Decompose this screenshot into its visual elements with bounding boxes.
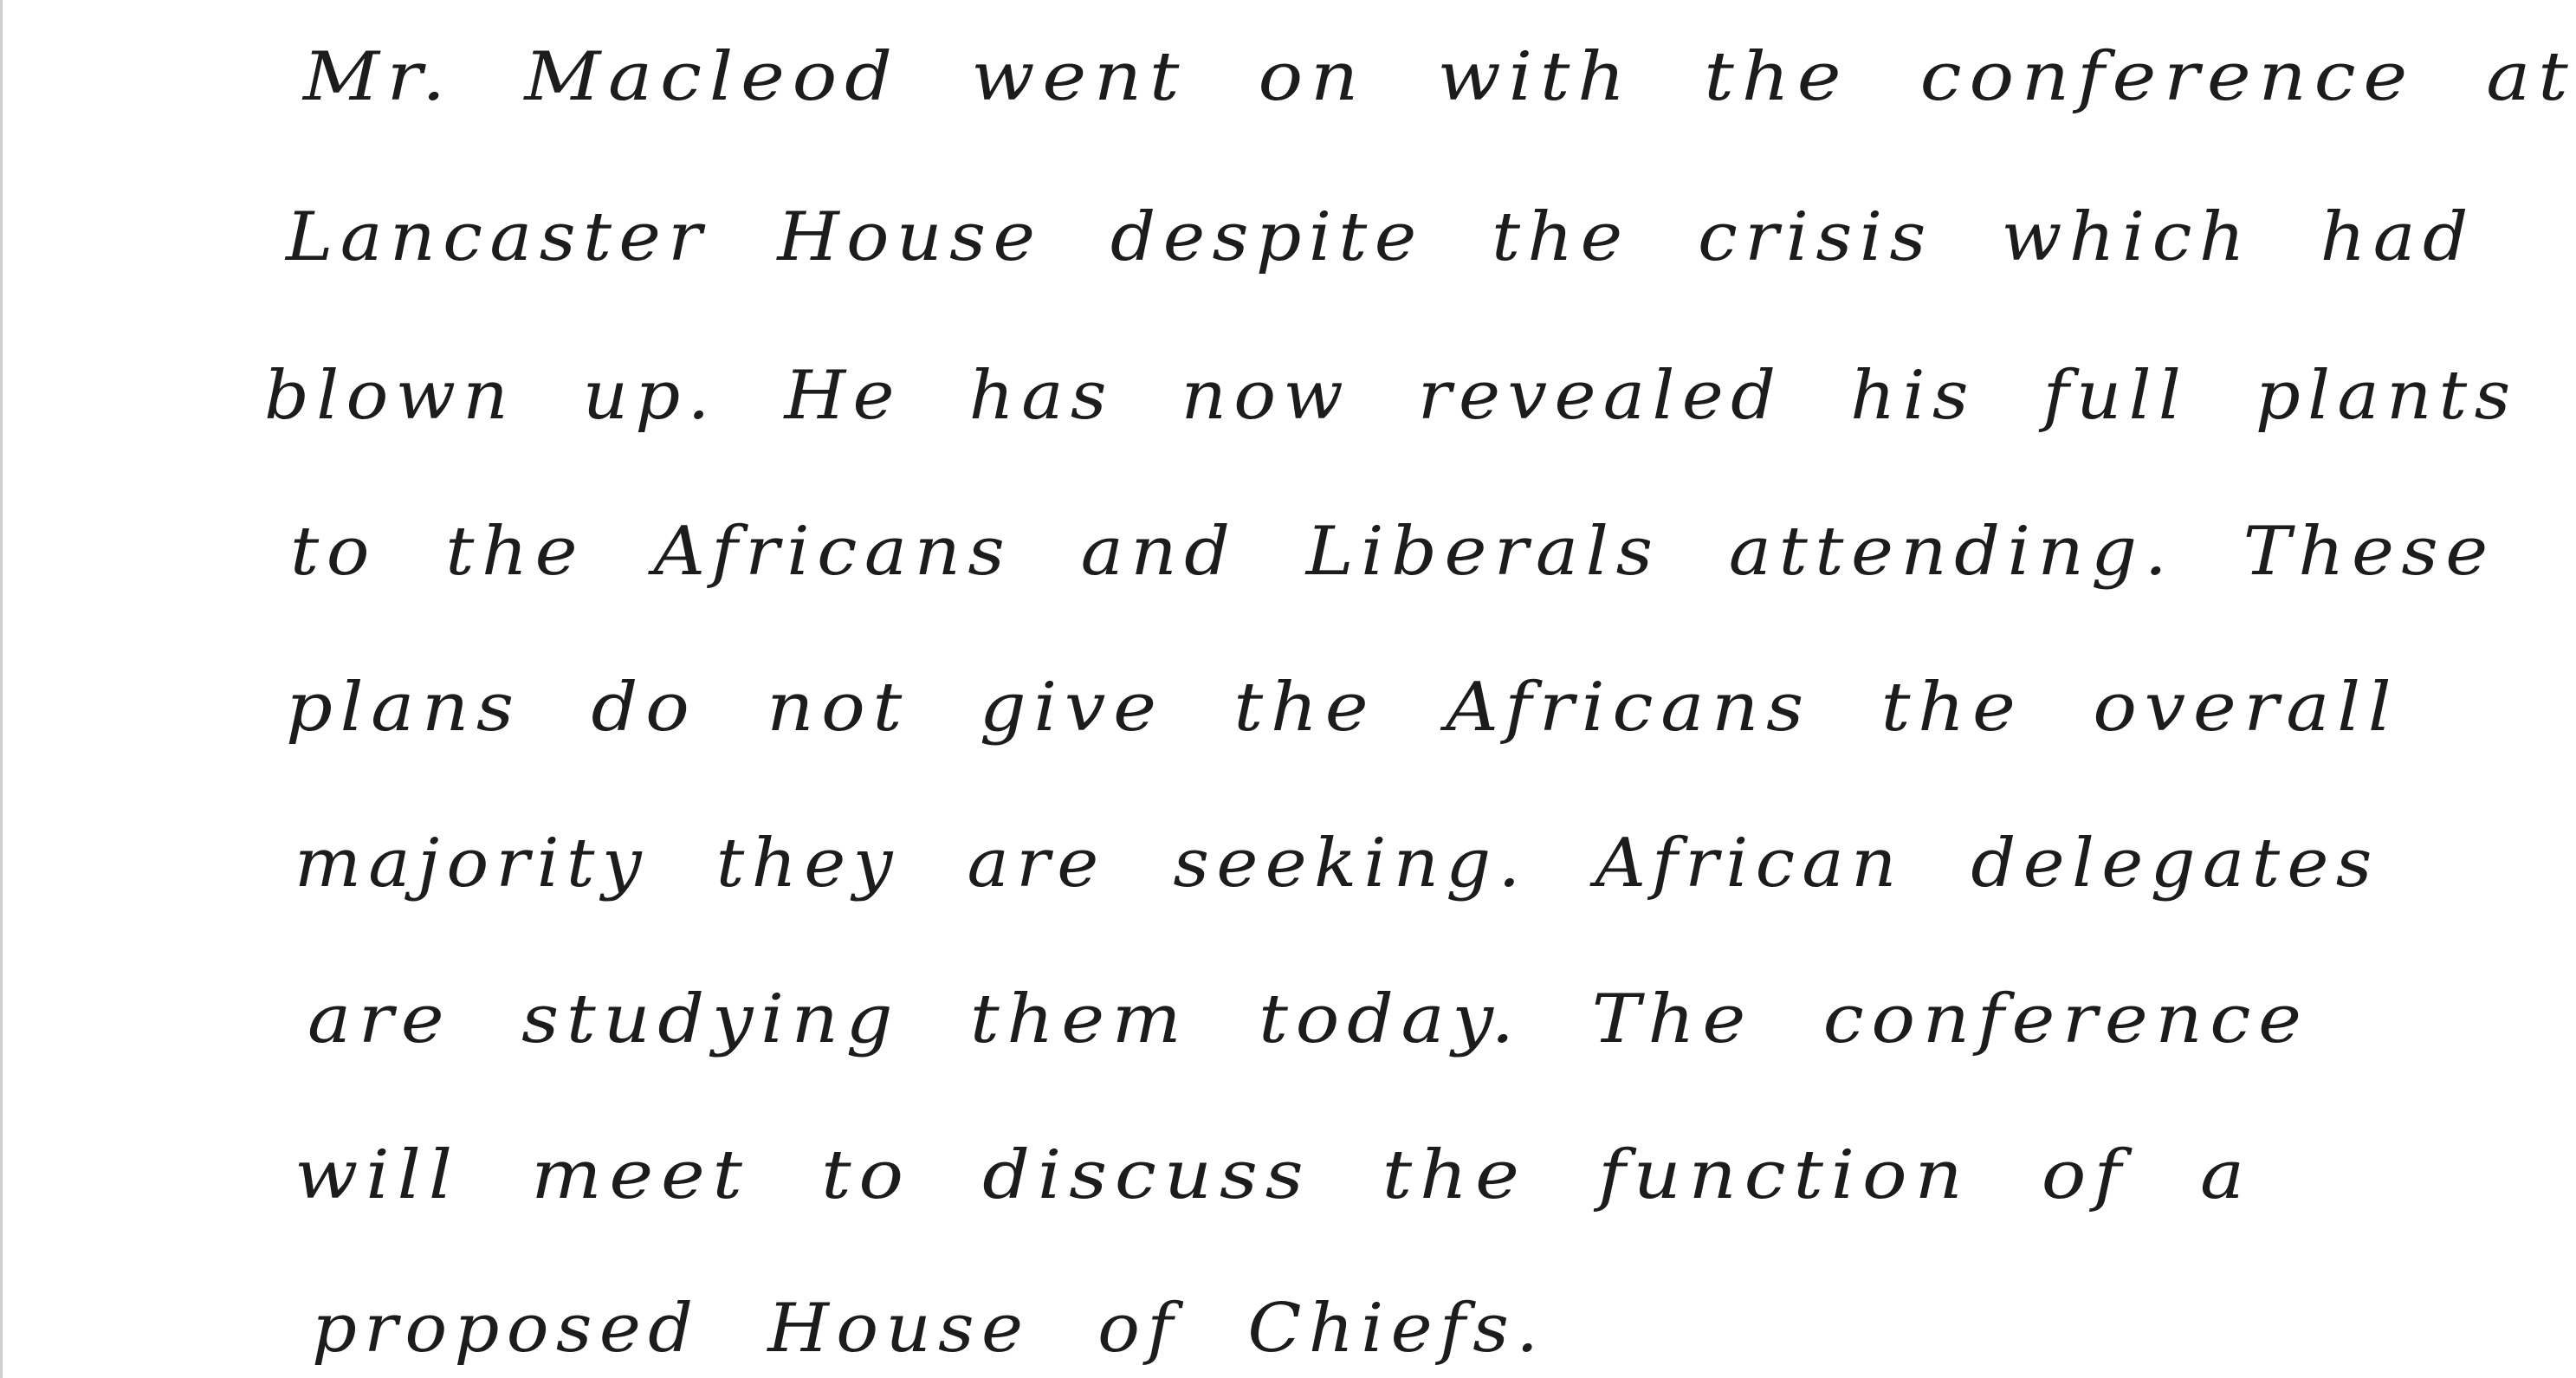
handwritten-line-2: Lancaster House despite the crisis which had xyxy=(286,198,2476,276)
handwritten-line-4: to the Africans and Liberals attending. These xyxy=(290,513,2495,591)
handwritten-line-6: majority they are seeking. African delegates xyxy=(294,825,2379,902)
handwritten-line-9: proposed House of Chiefs. xyxy=(312,1290,1546,1368)
handwritten-line-8: will meet to discuss the function of a xyxy=(294,1136,2253,1214)
handwritten-line-7: are studying them today. The conference xyxy=(307,980,2309,1058)
handwritten-line-3: blown up. He has now revealed his full plants xyxy=(264,357,2518,435)
handwritten-line-1: Mr. Macleod went on with the conference at xyxy=(303,38,2576,116)
page-left-edge xyxy=(0,0,3,1378)
handwritten-line-5: plans do not give the Africans the overall xyxy=(286,669,2399,747)
